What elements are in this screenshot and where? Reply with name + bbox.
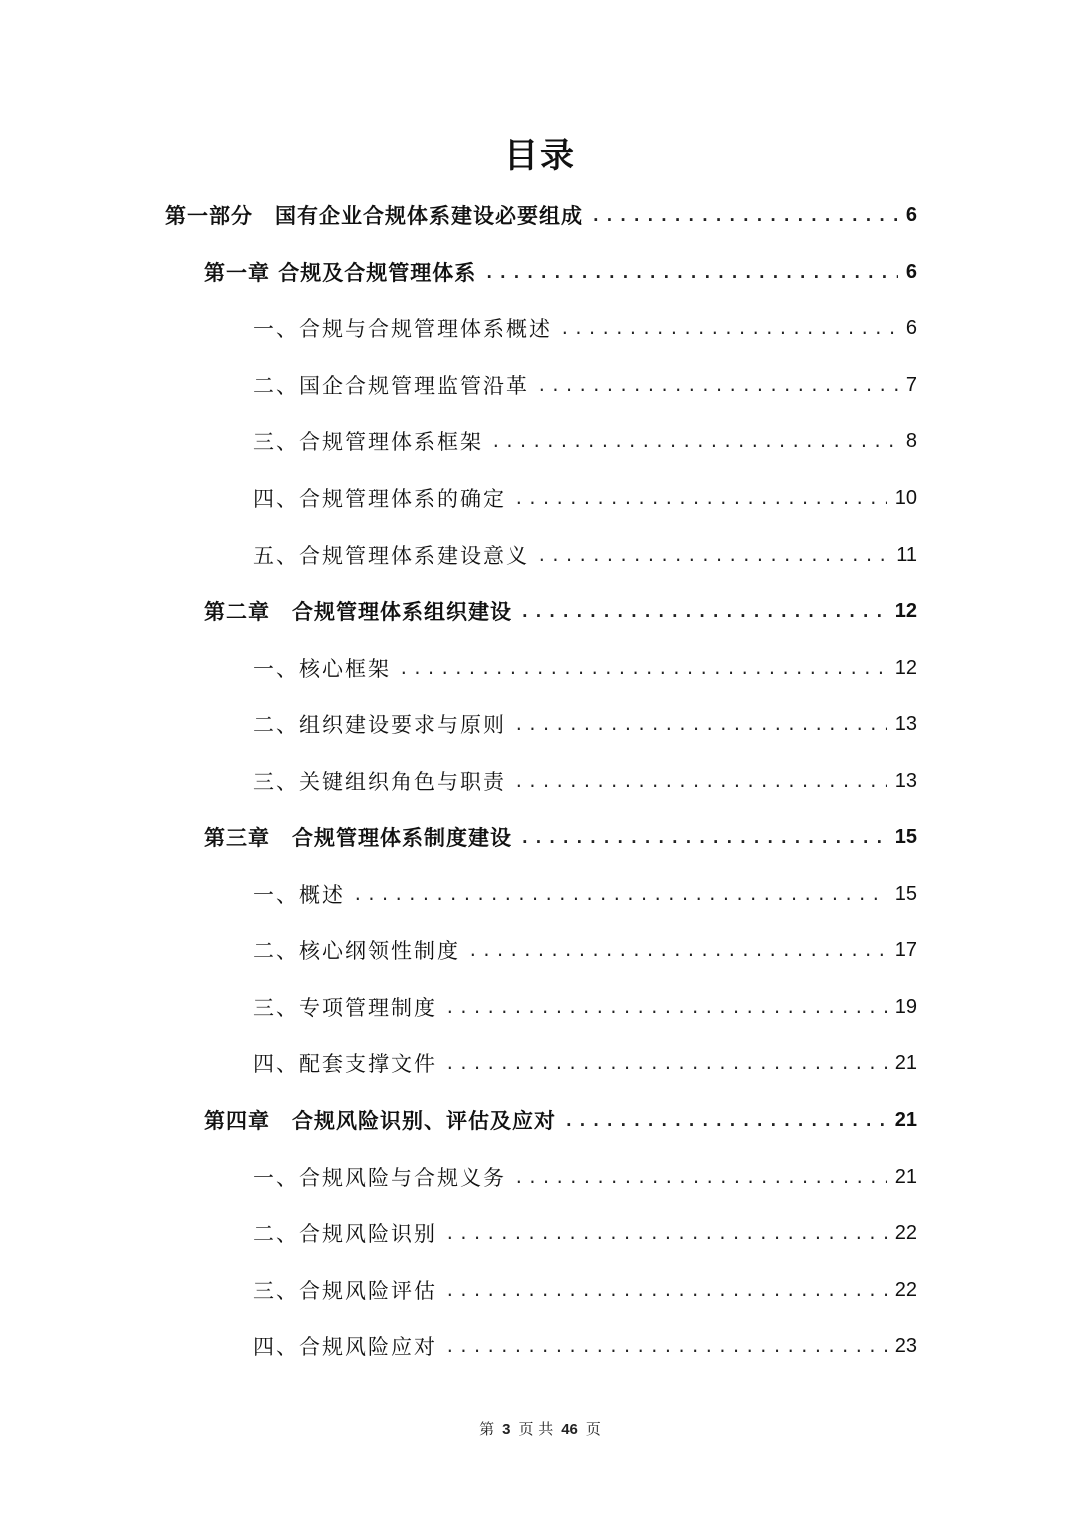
toc-leader-dots xyxy=(445,998,887,1017)
toc-page-number: 22 xyxy=(894,1278,917,1301)
toc-leader-dots xyxy=(591,206,898,225)
toc-leader-dots xyxy=(445,1281,887,1300)
toc-entry-text: 一、核心框架 xyxy=(253,657,391,681)
toc-page-number: 6 xyxy=(905,203,917,226)
toc-leader-dots xyxy=(514,1168,887,1187)
toc-page-number: 15 xyxy=(894,825,917,848)
toc-leader-dots xyxy=(484,263,898,282)
toc-leader-dots xyxy=(445,1337,887,1356)
toc-entry-section[interactable] xyxy=(253,987,917,1027)
toc-entry-text: 第四章 合规风险识别、评估及应对 xyxy=(204,1109,556,1133)
toc-entry-text: 第三章 合规管理体系制度建设 xyxy=(204,826,512,850)
toc-page-number: 22 xyxy=(894,1221,917,1244)
toc-entry-section[interactable] xyxy=(253,1213,917,1253)
toc-page-number: 13 xyxy=(894,712,917,735)
toc-leader-dots xyxy=(445,1224,887,1243)
toc-entry-text: 四、合规管理体系的确定 xyxy=(253,487,506,511)
toc-entry-section[interactable] xyxy=(253,761,917,801)
toc-entry-section[interactable] xyxy=(253,930,917,970)
toc-entry-text: 二、国企合规管理监管沿革 xyxy=(253,374,529,398)
toc-leader-dots xyxy=(537,376,898,395)
page-title: 目录 xyxy=(504,136,576,176)
toc-page-number: 12 xyxy=(894,599,917,622)
toc-entry-text: 二、组织建设要求与原则 xyxy=(253,713,506,737)
toc-page-number: 10 xyxy=(894,486,917,509)
toc-leader-dots xyxy=(514,772,887,791)
toc-entry-text: 三、专项管理制度 xyxy=(253,996,437,1020)
toc-entry-chapter[interactable] xyxy=(204,252,917,292)
toc-page-number: 15 xyxy=(894,882,917,905)
toc-entry-section[interactable] xyxy=(253,1270,917,1310)
toc-entry-text: 二、核心纲领性制度 xyxy=(253,939,460,963)
toc-entry-section[interactable] xyxy=(253,704,917,744)
toc-entry-text: 三、关键组织角色与职责 xyxy=(253,770,506,794)
toc-page-number: 8 xyxy=(905,429,917,452)
toc-page-number: 13 xyxy=(894,769,917,792)
toc-leader-dots xyxy=(353,885,887,904)
footer-prefix: 第 xyxy=(479,1420,495,1438)
toc-page-number: 6 xyxy=(905,316,917,339)
toc-entry-text: 二、合规风险识别 xyxy=(253,1222,437,1246)
toc-page-number: 21 xyxy=(894,1051,917,1074)
toc-page-number: 11 xyxy=(896,543,917,566)
toc-leader-dots xyxy=(468,941,887,960)
toc-leader-dots xyxy=(520,828,887,847)
toc-leader-dots xyxy=(564,1111,887,1130)
footer-total-pages: 46 xyxy=(561,1421,578,1438)
toc-entry-section[interactable] xyxy=(253,1326,917,1366)
footer-mid: 页 共 xyxy=(518,1420,554,1438)
toc-page-number: 12 xyxy=(894,656,917,679)
toc-page-number: 6 xyxy=(905,260,917,283)
toc-entry-text: 第一部分 国有企业合规体系建设必要组成 xyxy=(165,204,583,228)
toc-entry-section[interactable] xyxy=(253,1043,917,1083)
toc-entry-text: 一、合规与合规管理体系概述 xyxy=(253,317,552,341)
toc-entry-section[interactable] xyxy=(253,874,917,914)
toc-entry-text: 一、概述 xyxy=(253,883,345,907)
toc-leader-dots xyxy=(560,319,898,338)
toc-entry-section[interactable] xyxy=(253,308,917,348)
toc-leader-dots xyxy=(399,659,887,678)
toc-page-number: 21 xyxy=(894,1165,917,1188)
toc-entry-section[interactable] xyxy=(253,365,917,405)
toc-page-number: 17 xyxy=(894,938,917,961)
toc-leader-dots xyxy=(537,546,888,565)
toc-page-number: 23 xyxy=(894,1334,917,1357)
toc-entry-part[interactable] xyxy=(165,195,917,235)
page-footer xyxy=(0,1418,1080,1439)
toc-entry-chapter[interactable] xyxy=(204,591,917,631)
toc-entry-text: 第一章 合规及合规管理体系 xyxy=(204,261,477,285)
toc-leader-dots xyxy=(491,432,898,451)
toc-entry-section[interactable] xyxy=(253,1157,917,1197)
toc-page-number: 21 xyxy=(894,1108,917,1131)
toc-entry-text: 五、合规管理体系建设意义 xyxy=(253,544,529,568)
toc-entry-text: 一、合规风险与合规义务 xyxy=(253,1166,506,1190)
footer-current-page: 3 xyxy=(502,1421,511,1438)
toc-entry-text: 四、配套支撑文件 xyxy=(253,1052,437,1076)
toc-entry-text: 四、合规风险应对 xyxy=(253,1335,437,1359)
toc-entry-section[interactable] xyxy=(253,648,917,688)
footer-suffix: 页 xyxy=(585,1420,601,1438)
toc-entry-text: 三、合规管理体系框架 xyxy=(253,430,483,454)
toc-leader-dots xyxy=(514,715,887,734)
toc-page-number: 19 xyxy=(894,995,917,1018)
toc-entry-text: 三、合规风险评估 xyxy=(253,1279,437,1303)
toc-leader-dots xyxy=(445,1054,887,1073)
toc-entry-section[interactable] xyxy=(253,535,917,575)
toc-entry-section[interactable] xyxy=(253,478,917,518)
toc-entry-text: 第二章 合规管理体系组织建设 xyxy=(204,600,512,624)
toc-entry-chapter[interactable] xyxy=(204,1100,917,1140)
toc-leader-dots xyxy=(520,602,887,621)
toc-entry-section[interactable] xyxy=(253,421,917,461)
toc-leader-dots xyxy=(514,489,887,508)
toc-entry-chapter[interactable] xyxy=(204,817,917,857)
toc-page-number: 7 xyxy=(905,373,917,396)
